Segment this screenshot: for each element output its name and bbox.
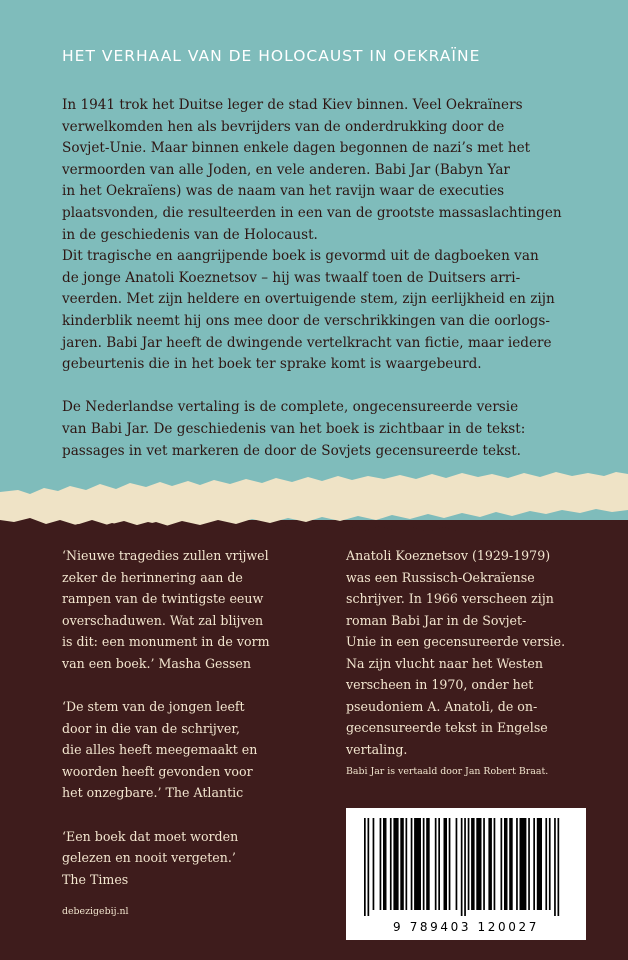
barcode-bar <box>368 818 370 916</box>
translator-credit: Babi Jar is vertaald door Jan Robert Braat. <box>346 766 549 777</box>
blurb-line: jaren. Babi Jar heeft de dwingende vertelkracht van fictie, maar iedere <box>62 334 552 351</box>
barcode-bar <box>464 818 466 916</box>
publisher-website: debezigebij.nl <box>62 906 129 917</box>
barcode-bar <box>504 818 508 910</box>
barcode-bar <box>516 818 518 910</box>
barcode-bar <box>406 818 408 910</box>
quote-line: van een boek.’ Masha Gessen <box>62 655 251 671</box>
barcode-bar <box>423 818 425 910</box>
barcode-bar <box>438 818 440 910</box>
barcode-bar <box>449 818 451 910</box>
review-quote-atlantic <box>62 696 310 804</box>
barcode-bar <box>380 818 382 910</box>
barcode-bar <box>488 818 492 910</box>
barcode-bar <box>468 818 470 910</box>
barcode-bar <box>549 818 551 910</box>
quote-line: rampen van de twintigste eeuw <box>62 591 264 606</box>
quote-line: die alles heeft meegemaakt en <box>62 742 258 757</box>
barcode-bar <box>411 818 413 910</box>
blurb-paragraph-2 <box>62 397 582 462</box>
barcode-bar <box>509 818 513 910</box>
barcode-bar <box>545 818 547 910</box>
blurb-line: van Babi Jar. De geschiedenis van het boek is zichtbaar in de tekst: <box>62 420 526 437</box>
barcode-bar <box>383 818 387 910</box>
barcode-bar <box>444 818 448 910</box>
blurb-line: gebeurtenis die in het boek ter sprake komt is waargebeurd. <box>62 356 482 373</box>
blurb-line: In 1941 trok het Duitse leger de stad Kiev binnen. Veel Oekraïners <box>62 97 523 113</box>
barcode-bar <box>435 818 437 910</box>
barcode-bar <box>461 818 463 916</box>
bio-line: Unie in een gecensureerde versie. <box>346 634 566 649</box>
bio-line: schrijver. In 1966 verscheen zijn <box>346 591 554 606</box>
blurb-line: vermoorden van alle Joden, en vele anderen. Babi Jar (Babyn Yar <box>62 161 510 178</box>
blurb-line: Sovjet-Unie. Maar binnen enkele dagen begonnen de nazi’s met het <box>62 140 531 157</box>
quote-line: gelezen en nooit vergeten.’ <box>62 850 236 865</box>
blurb-line: kinderblik neemt hij ons mee door de verschrikkingen van die oorlogs- <box>62 312 550 329</box>
bio-line: pseudoniem A. Anatoli, de on- <box>346 698 538 714</box>
barcode-bar <box>558 818 560 916</box>
review-quotes <box>62 545 310 912</box>
barcode-bar <box>520 818 527 910</box>
barcode-bar <box>494 818 496 910</box>
barcode-bar <box>426 818 430 910</box>
review-quote-gessen <box>62 545 310 674</box>
quote-line: ‘Een boek dat moet worden <box>62 828 239 844</box>
bio-line: gecensureerde tekst in Engelse <box>346 720 548 735</box>
quote-line: The Times <box>62 871 129 887</box>
quote-line: zeker de herinnering aan de <box>62 569 243 585</box>
barcode-bar <box>528 818 530 910</box>
cover-heading: HET VERHAAL VAN DE HOLOCAUST IN OEKRAÏNE <box>62 47 481 65</box>
barcode-bar <box>533 818 535 910</box>
barcode-bar <box>414 818 421 910</box>
quote-line: het onzegbare.’ The Atlantic <box>62 785 244 800</box>
barcode-bar <box>400 818 404 910</box>
blurb-line: De Nederlandse vertaling is de complete, ongecensureerde versie <box>62 399 519 416</box>
bio-line: Na zijn vlucht naar het Westen <box>346 655 543 671</box>
book-blurb <box>62 95 582 462</box>
barcode-bar <box>456 818 458 910</box>
bio-line: vertaling. <box>346 741 408 757</box>
blurb-line: plaatsvonden, die resulteerden in een van de grootste massaslachtingen <box>62 204 562 221</box>
bio-line: was een Russisch-Oekraïense <box>346 569 535 585</box>
quote-line: is dit: een monument in de vorm <box>62 634 270 649</box>
blurb-line: verwelkomden hen als bevrijders van de onderdrukking door de <box>62 118 505 135</box>
barcode-bars <box>356 818 576 916</box>
quote-line: overschaduwen. Wat zal blijven <box>62 612 264 628</box>
review-quote-times <box>62 826 310 891</box>
barcode-bar <box>554 818 556 916</box>
barcode-bar <box>483 818 485 910</box>
blurb-line: veerden. Met zijn heldere en overtuigende stem, zijn eerlijkheid en zijn <box>62 291 555 308</box>
blurb-line: in het Oekraïens) was de naam van het ravijn waar de executies <box>62 183 505 200</box>
barcode-bar <box>364 818 366 916</box>
barcode-bar <box>390 818 392 910</box>
quote-line: woorden heeft gevonden voor <box>62 763 253 779</box>
isbn-number: 9 789403 120027 <box>393 920 539 934</box>
bio-line: roman Babi Jar in de Sovjet- <box>346 612 527 628</box>
quote-line: ‘Nieuwe tragedies zullen vrijwel <box>62 548 269 563</box>
barcode-bar <box>537 818 542 910</box>
barcode-bar <box>476 818 481 910</box>
torn-paper-divider <box>0 470 628 540</box>
quote-line: door in die van de schrijver, <box>62 720 240 736</box>
isbn-barcode <box>346 808 586 940</box>
barcode-bar <box>471 818 475 910</box>
barcode-bar <box>501 818 503 910</box>
quote-line: ‘De stem van de jongen leeft <box>62 699 245 714</box>
barcode-bar <box>373 818 375 910</box>
barcode-bar <box>393 818 398 910</box>
blurb-line: Dit tragische en aangrijpende boek is gevormd uit de dagboeken van <box>62 248 539 265</box>
author-bio <box>346 545 594 760</box>
blurb-line: passages in vet markeren de door de Sovjets gecensureerde tekst. <box>62 442 522 459</box>
blurb-paragraph-1 <box>62 95 582 376</box>
blurb-line: in de geschiedenis van de Holocaust. <box>62 226 318 243</box>
bio-line: verscheen in 1970, onder het <box>346 677 534 692</box>
bio-line: Anatoli Koeznetsov (1929-1979) <box>346 548 551 563</box>
blurb-line: de jonge Anatoli Koeznetsov – hij was twaalf toen de Duitsers arri- <box>62 269 521 286</box>
